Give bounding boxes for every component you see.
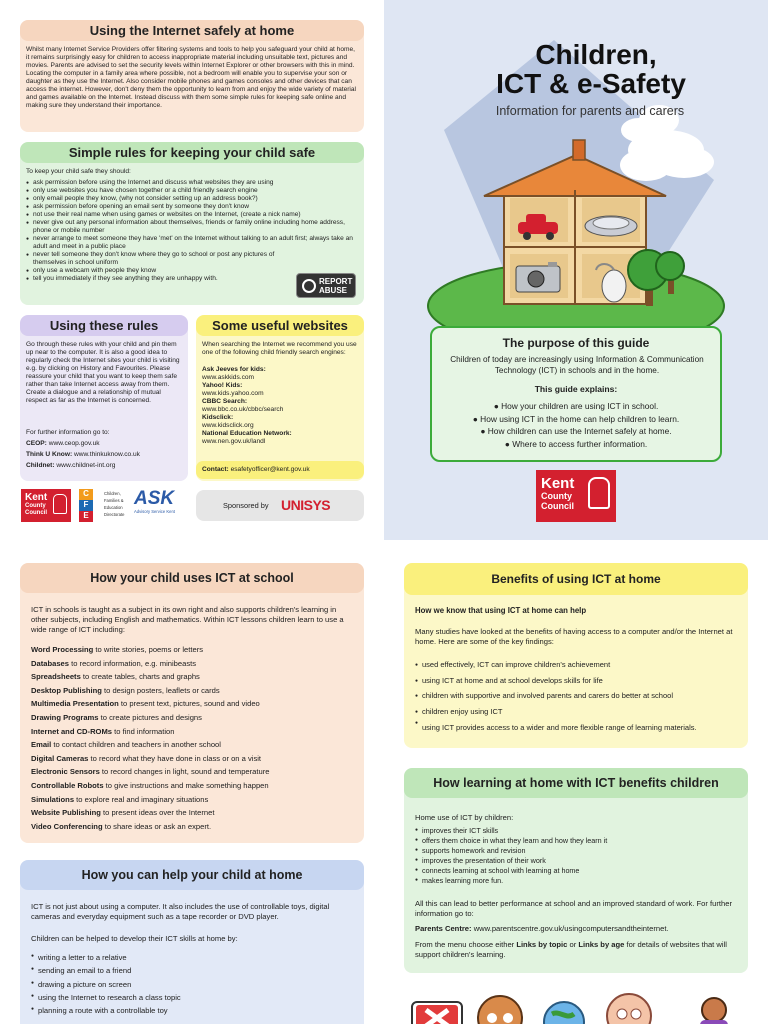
benefit-item: ● children with supportive and involved parents and carers do better at school <box>415 688 725 704</box>
horse-icon <box>53 494 67 514</box>
girl-face-icon <box>607 994 651 1024</box>
rule-item: ● ask permission before using the Internet and discuss what websites they are using <box>26 179 354 187</box>
simple-rules-intro: To keep your child safe they should: <box>26 168 131 175</box>
cd-player-icon <box>585 216 637 236</box>
link-name: Childnet: <box>26 462 55 469</box>
ict-item <box>31 779 356 793</box>
kent-word: Kent <box>541 475 575 492</box>
help-home-panel <box>20 860 364 1024</box>
simple-rules-title: Simple rules for keeping your child safe <box>20 142 364 163</box>
cfe-text <box>104 490 124 519</box>
learning-item: ● improves their ICT skills <box>415 826 740 836</box>
rule-item: ● only use websites you have chosen together or a child friendly search engine <box>26 187 354 195</box>
person-icon <box>700 998 728 1024</box>
purpose-explains: This guide explains: <box>534 384 618 394</box>
parents-label: Parents Centre: <box>415 924 472 933</box>
ict-term: Website Publishing <box>31 808 101 818</box>
internet-safely-body: Whilst many Internet Service Providers offer filtering systems and tools to help you safeguard your child at home, it remains surprisingly easy for children to access inappropriate material including unsuitable text, pictures and movies. Parents are advised to set the security levels within Internet Explorer or other browsers with this in mind. Locating the computer in a family area where possible, not a bedroom will enable you to supervise your son or daughter as they use the Internet. Also consider mobile phones and games consoles and other devices that can access the internet. However, don't deny them the opportunity to learn from and enjoy the wide variety of material and games available on the Internet. Instead discuss with them some simple rules for keeping safe online and making sure they understand their importance. <box>26 46 357 110</box>
globe-icon <box>544 1002 584 1024</box>
ict-item <box>31 793 356 807</box>
benefits-sub: How we know that using ICT at home can help <box>415 606 587 615</box>
ict-desc: to design posters, leaflets or cards <box>101 685 220 695</box>
ask-logo <box>134 489 189 522</box>
link-name: Think U Know: <box>26 451 73 458</box>
link-url: www.thinkuknow.co.uk <box>74 451 140 458</box>
purpose-item-text: How your children are using ICT in school. <box>501 401 659 411</box>
learning-closing: All this can lead to better performance at school and an improved standard of work. For further information go to: <box>415 899 732 918</box>
benefit-item: ● children enjoy using ICT <box>415 704 725 720</box>
menu-text: for details of websites that will support children's learning. <box>415 940 727 959</box>
ict-item <box>31 643 356 657</box>
purpose-body: Children of today are increasingly using Information & Communication Technology (ICT) in schools and in the home. <box>450 355 704 375</box>
websites-panel <box>196 315 364 481</box>
ict-item <box>31 711 356 725</box>
ask-sub: Advisory Service Kent <box>134 509 175 514</box>
rule-item: ● ask permission before opening an email sent by someone they don't know <box>26 203 354 211</box>
contact-label: Contact: <box>202 466 229 473</box>
report-label: REPORT <box>319 277 353 286</box>
ict-item <box>31 670 356 684</box>
rule-item: ● not use their real name when using games or websites on the Internet, (create a nick name) <box>26 211 354 219</box>
cfe-line: Directorate <box>104 512 125 518</box>
help-item: ● sending an email to a friend <box>31 964 353 977</box>
eye-icon <box>302 279 316 293</box>
ict-desc: to record what they have done in class or on a visit <box>88 753 262 763</box>
ict-desc: to create tables, charts and graphs <box>80 672 200 682</box>
ict-desc: to present text, pictures, sound and video <box>118 699 260 709</box>
ict-term: Spreadsheets <box>31 672 81 682</box>
benefits-panel <box>404 563 748 748</box>
help-home-lead: Children can be helped to develop their ICT skills at home by: <box>31 934 238 943</box>
learning-item: ● makes learning more fun. <box>415 876 740 886</box>
ict-term: Desktop Publishing <box>31 685 102 695</box>
help-home-intro: ICT is not just about using a computer. It also includes the use of controllable toys, digital cameras and everyday equipment such as a tape recorder or DVD player. <box>31 902 330 921</box>
simple-rules-panel <box>20 142 364 305</box>
purpose-item: ● How children can use the Internet safely at home. <box>480 426 672 437</box>
link-url: www.childnet-int.org <box>56 462 116 469</box>
county-word: County <box>25 503 46 509</box>
help-item: ● drawing a picture on screen <box>31 978 353 991</box>
cfe-line: Education <box>104 505 123 511</box>
menu-text: or <box>567 940 579 949</box>
cfe-line: Children, <box>104 491 121 496</box>
ict-desc: to record changes in light, sound and temperature <box>99 767 270 777</box>
purpose-item-text: How children can use the Internet safely at home. <box>487 426 672 437</box>
title-line-2: ICT & e-Safety <box>496 68 686 100</box>
sponsor-strip <box>196 490 364 521</box>
ict-item <box>31 806 356 820</box>
ict-item <box>31 697 356 711</box>
site-name: Yahoo! Kids: <box>202 382 243 390</box>
ict-term: Digital Cameras <box>31 753 89 763</box>
ict-desc: to explore real and imaginary situations <box>74 794 209 804</box>
ict-term: Email <box>31 740 52 750</box>
cover-subtitle: Information for parents and carers <box>495 104 685 118</box>
purpose-panel <box>430 326 722 462</box>
learning-home-intro: Home use of ICT by children: <box>415 813 514 822</box>
link-childnet[interactable] <box>26 462 115 470</box>
help-item: ● writing a letter to a relative <box>31 951 353 964</box>
ict-school-list <box>31 643 356 833</box>
websites-list <box>202 366 358 446</box>
menu-text: From the menu choose either <box>415 940 517 949</box>
benefits-list <box>415 657 725 733</box>
purpose-item-text: How using ICT in the home can help children to learn. <box>480 413 680 424</box>
ict-desc: to write stories, poems or letters <box>93 645 204 654</box>
ict-desc: to present ideas over the Internet <box>100 808 215 818</box>
kent-logo-large <box>536 470 616 522</box>
horse-icon <box>588 477 610 509</box>
county-word: County <box>541 491 572 501</box>
contact-strip[interactable] <box>196 461 364 479</box>
ict-item <box>31 657 356 671</box>
link-thinkuknow[interactable] <box>26 451 140 459</box>
site-name: Kidsclick: <box>202 414 234 422</box>
ict-desc: to find information <box>112 726 175 736</box>
learning-item: ● improves the presentation of their work <box>415 856 740 866</box>
site-url[interactable]: www.nen.gov.uk/landl <box>202 438 266 446</box>
ask-word: ASK <box>134 488 175 509</box>
cover-title <box>384 40 768 99</box>
council-word: Council <box>25 509 47 516</box>
help-home-list <box>31 951 353 1017</box>
abuse-label: ABUSE <box>319 286 348 295</box>
help-item: ● planning a route with a controllable toy <box>31 1004 353 1017</box>
menu-age: Links by age <box>578 940 625 949</box>
ict-item <box>31 725 356 739</box>
purpose-item: ● How your children are using ICT in school. <box>493 401 659 411</box>
contact-email: esafetyofficer@kent.gov.uk <box>230 466 310 473</box>
report-abuse-button[interactable] <box>296 273 356 298</box>
cartoon-characters <box>404 984 768 1024</box>
unisys-logo: UNISYS <box>281 497 331 513</box>
rule-item: ● never give out any personal information about themselves, friends or family online including home address, phone or mobile number <box>26 219 354 235</box>
ict-term: Word Processing <box>31 645 94 654</box>
child-face-icon <box>478 996 522 1024</box>
learning-home-list <box>415 826 740 886</box>
further-info-label: For further information go to: <box>26 429 110 436</box>
ict-school-panel <box>20 563 364 843</box>
sponsored-label: Sponsored by <box>223 501 269 510</box>
using-rules-title: Using these rules <box>20 315 188 336</box>
help-item: ● using the Internet to research a class topic <box>31 991 353 1004</box>
rule-item: ● only email people they know, (why not consider setting up an address book?) <box>26 195 354 203</box>
kent-logo-small <box>21 489 71 522</box>
ict-term: Drawing Programs <box>31 712 99 722</box>
camera-icon <box>516 262 560 292</box>
benefit-item: ● using ICT at home and at school develops skills for life <box>415 673 725 689</box>
ict-item <box>31 684 356 698</box>
rule-item: ● tell you immediately if they see anything they are unhappy with. <box>26 275 354 283</box>
ict-desc: to record information, e.g. minibeasts <box>69 658 197 668</box>
ict-desc: to give instructions and make something happen <box>103 780 269 790</box>
site-name: CBBC Search: <box>202 398 248 406</box>
link-name: CEOP: <box>26 440 47 447</box>
purpose-item: ● How using ICT in the home can help children to learn. <box>472 413 680 424</box>
ict-item <box>31 820 356 834</box>
title-line-1: Children, <box>535 39 657 70</box>
site-url[interactable]: www.kids.yahoo.com <box>202 390 264 398</box>
cfe-logo <box>77 489 131 522</box>
learning-home-title: How learning at home with ICT benefits children <box>404 768 748 798</box>
link-ceop[interactable] <box>26 440 100 448</box>
cfe-f: F <box>79 500 93 511</box>
menu-topic: Links by topic <box>516 940 568 949</box>
site-url[interactable]: www.bbc.co.uk/cbbc/search <box>202 406 284 414</box>
ict-school-title: How your child uses ICT at school <box>20 563 364 593</box>
ict-school-intro: ICT in schools is taught as a subject in its own right and also supports children's learning in other subjects, including English and mathematics. Within ICT lessons children learn to use a wide range of ICT including: <box>31 605 344 634</box>
cfe-line: Families & <box>104 498 124 504</box>
learning-item: ● supports homework and revision <box>415 846 740 856</box>
kent-word: Kent <box>25 492 48 503</box>
learning-item: ● offers them choice in what they learn and how they learn it <box>415 836 740 846</box>
ict-item <box>31 738 356 752</box>
learning-item: ● connects learning at school with learning at home <box>415 866 740 876</box>
rule-item: ● never arrange to meet someone they have 'met' on the Internet without talking to an adult first; always take an adult and meet in a public place <box>26 235 354 251</box>
purpose-title: The purpose of this guide <box>502 336 650 350</box>
using-rules-panel <box>20 315 188 481</box>
ict-term: Controllable Robots <box>31 780 104 790</box>
site-name: Ask Jeeves for kids: <box>202 366 266 373</box>
rule-item: ● only use a webcam with people they know <box>26 267 354 275</box>
ict-desc: to share ideas or ask an expert. <box>102 821 212 831</box>
simple-rules-list <box>26 179 354 283</box>
ict-term: Multimedia Presentation <box>31 699 119 709</box>
help-home-title: How you can help your child at home <box>20 860 364 890</box>
ict-item <box>31 765 356 779</box>
ict-desc: to contact children and teachers in another school <box>51 740 221 750</box>
ict-term: Simulations <box>31 794 75 804</box>
benefit-item: ● used effectively, ICT can improve children's achievement <box>415 657 725 673</box>
cross-icon <box>412 1002 462 1024</box>
benefits-title: Benefits of using ICT at home <box>404 563 748 595</box>
council-word: Council <box>541 501 574 512</box>
site-name: National Education Network: <box>202 430 292 438</box>
ict-term: Internet and CD-ROMs <box>31 726 113 736</box>
websites-intro: When searching the Internet we recommend you use one of the following child friendly search engines: <box>202 341 357 357</box>
websites-title: Some useful websites <box>196 315 364 336</box>
ict-term: Video Conferencing <box>31 821 103 831</box>
purpose-item-text: Where to access further information. <box>512 438 648 449</box>
ict-term: Databases <box>31 658 69 668</box>
using-rules-body: Go through these rules with your child and pin them up near to the computer. It is also a good idea to regularly check the Internet sites your child is visiting e.g. by clicking on History and Favourites. Please reassure your child that you want to keep them safe rather than take Internet access away from them. Create a dialogue and a relationship of mutual respect as far as the Internet is concerned. <box>26 341 180 405</box>
rule-item: ● never tell someone they don't know where they go to school or post any pictures of themselves in school uniform <box>26 251 291 267</box>
ict-desc: to create pictures and designs <box>98 712 202 722</box>
internet-safely-panel <box>20 20 364 132</box>
cfe-e: E <box>79 511 93 522</box>
ict-term: Electronic Sensors <box>31 767 100 777</box>
link-url: www.ceop.gov.uk <box>48 440 100 447</box>
ict-item <box>31 752 356 766</box>
menu-instructions <box>415 940 737 960</box>
learning-home-panel <box>404 768 748 973</box>
parents-url: www.parentscentre.gov.uk/usingcomputersandtheinternet. <box>473 924 669 933</box>
purpose-item: ● Where to access further information. <box>504 438 648 449</box>
cfe-c: C <box>79 489 93 500</box>
purpose-list <box>432 400 720 450</box>
parents-centre-link[interactable] <box>415 924 740 934</box>
benefit-item: ● using ICT provides access to a wider and more flexible range of learning materials. <box>415 719 725 733</box>
cover-panel <box>384 0 768 540</box>
site-url[interactable]: www.kidsclick.org <box>202 422 254 430</box>
benefits-intro: Many studies have looked at the benefits of having access to a computer and/or the Internet at home. Here are some of the key findings: <box>415 627 733 646</box>
internet-safely-title: Using the Internet safely at home <box>20 20 364 41</box>
site-url[interactable]: www.askkids.com <box>202 374 255 382</box>
